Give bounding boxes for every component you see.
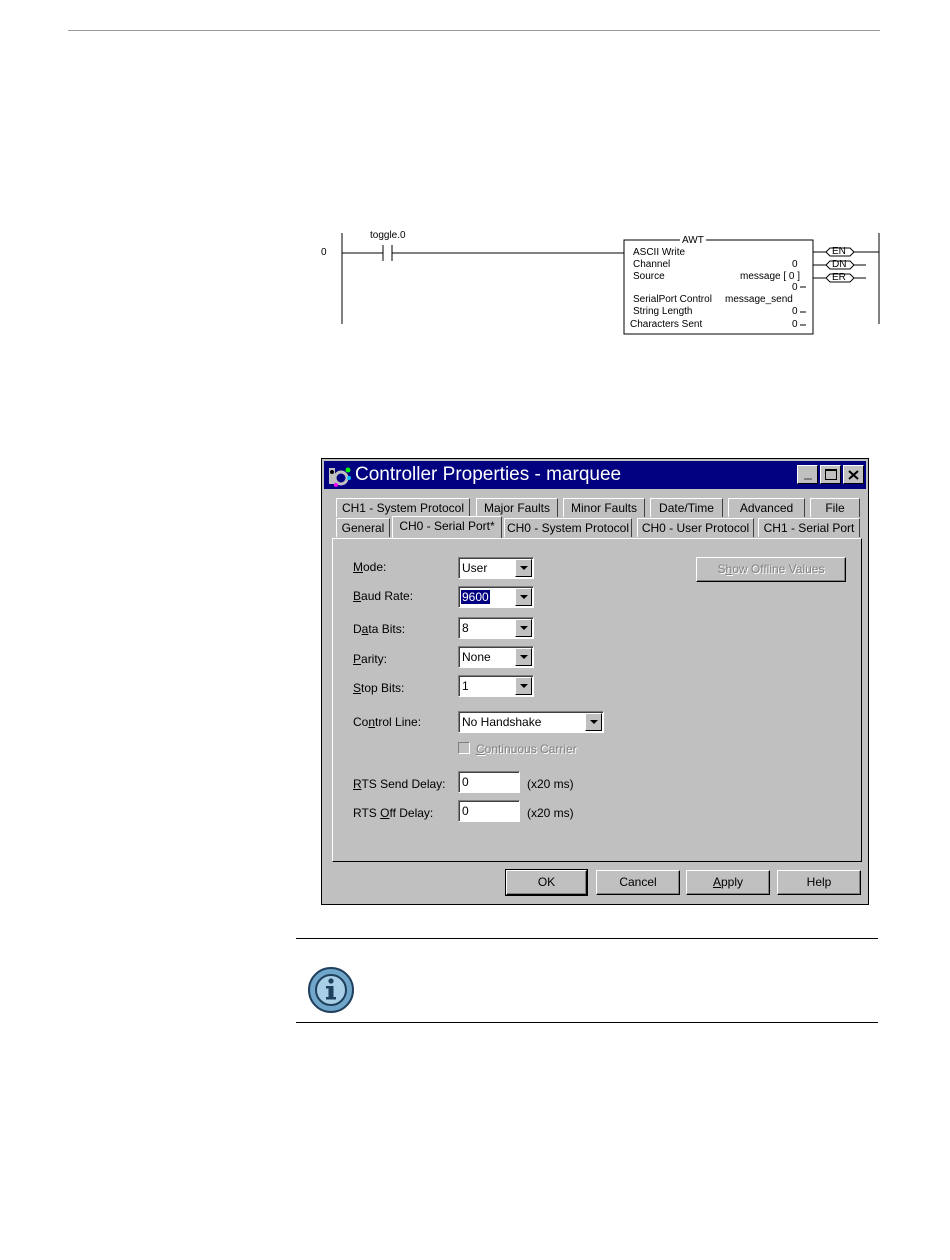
tab-ch1-system-protocol[interactable]: CH1 - System Protocol (336, 498, 470, 517)
param-value-source-element: 0 (792, 282, 798, 293)
param-value-string-length: 0 (792, 306, 798, 317)
control-line-select[interactable] (458, 711, 604, 733)
data-bits-dropdown-button[interactable] (515, 619, 532, 637)
baud-rate-select[interactable] (458, 586, 534, 608)
instruction-name: AWT (682, 235, 704, 246)
tab-ch0-user-protocol[interactable]: CH0 - User Protocol (637, 518, 754, 537)
continuous-carrier-label: Continuous Carrier (476, 742, 577, 756)
note-bottom-rule (296, 1022, 878, 1023)
serial-port-panel (332, 538, 862, 862)
controller-properties-dialog (321, 458, 869, 905)
show-offline-values-button[interactable]: Show Offline Values (696, 557, 846, 582)
dialog-title: Controller Properties - marquee (355, 464, 622, 485)
minimize-icon (804, 478, 812, 480)
data-bits-value: 8 (462, 621, 469, 635)
param-label-serialport-control: SerialPort Control (633, 294, 712, 305)
dialog-title-bar[interactable] (324, 461, 866, 489)
cancel-button[interactable]: Cancel (596, 870, 680, 895)
param-label-source: Source (633, 271, 665, 282)
help-button[interactable]: Help (777, 870, 861, 895)
parity-value: None (462, 650, 491, 664)
baud-rate-value: 9600 (462, 590, 489, 604)
minimize-button[interactable] (797, 465, 818, 484)
maximize-icon (825, 469, 837, 480)
rts-send-delay-unit: (x20 ms) (527, 777, 574, 791)
baud-rate-dropdown-button[interactable] (515, 588, 532, 606)
control-line-dropdown-button[interactable] (585, 713, 602, 731)
control-line-value: No Handshake (462, 715, 542, 729)
output-en: EN (832, 246, 846, 257)
note-top-rule (296, 938, 878, 939)
info-icon (307, 966, 355, 1014)
rts-off-delay-label: RTS Off Delay: (353, 806, 434, 820)
tab-advanced[interactable]: Advanced (728, 498, 805, 517)
parity-dropdown-button[interactable] (515, 648, 532, 666)
tab-general[interactable]: General (336, 518, 390, 537)
tab-major-faults[interactable]: Major Faults (476, 498, 558, 517)
param-value-characters-sent: 0 (792, 319, 798, 330)
contact-tag: toggle.0 (370, 230, 406, 241)
mode-label: Mode: (353, 560, 387, 574)
continuous-carrier-checkbox[interactable] (458, 742, 470, 754)
tab-date-time[interactable]: Date/Time (650, 498, 723, 517)
maximize-button[interactable] (820, 465, 841, 484)
tab-file[interactable]: File (810, 498, 860, 517)
chevron-down-icon (520, 684, 528, 688)
rts-off-delay-unit: (x20 ms) (527, 806, 574, 820)
close-button[interactable] (843, 465, 864, 484)
param-value-channel: 0 (792, 259, 798, 270)
output-dn: DN (832, 259, 847, 270)
chevron-down-icon (590, 720, 598, 724)
param-value-serialport-control: message_send (725, 294, 793, 305)
ladder-rung (0, 0, 950, 340)
stop-bits-label: Stop Bits: (353, 681, 405, 695)
rts-send-delay-input[interactable]: 0 (458, 771, 520, 793)
param-label-string-length: String Length (633, 306, 693, 317)
mode-value: User (462, 561, 488, 575)
mode-select[interactable] (458, 557, 534, 579)
stop-bits-select[interactable] (458, 675, 534, 697)
param-label-channel: Channel (633, 259, 671, 270)
rung-number: 0 (321, 247, 327, 258)
chevron-down-icon (520, 655, 528, 659)
chevron-down-icon (520, 595, 528, 599)
tab-ch0-system-protocol[interactable]: CH0 - System Protocol (504, 518, 632, 537)
instruction-title: ASCII Write (633, 247, 686, 258)
chevron-down-icon (520, 566, 528, 570)
mode-dropdown-button[interactable] (515, 559, 532, 577)
rts-send-delay-label: RTS Send Delay: (353, 777, 446, 791)
ok-button[interactable]: OK (506, 870, 587, 895)
ladder-rung-lines (0, 0, 950, 340)
parity-label: Parity: (353, 652, 388, 666)
stop-bits-value: 1 (462, 679, 469, 693)
rslogix-app-icon (328, 465, 352, 487)
rts-off-delay-input[interactable]: 0 (458, 800, 520, 822)
data-bits-label: Data Bits: (353, 622, 406, 636)
close-icon (848, 470, 859, 480)
apply-button[interactable]: Apply (686, 870, 770, 895)
parity-select[interactable] (458, 646, 534, 668)
baud-rate-label: Baud Rate: (353, 589, 414, 603)
data-bits-select[interactable] (458, 617, 534, 639)
chevron-down-icon (520, 626, 528, 630)
control-line-label: Control Line: (353, 715, 422, 729)
tab-ch0-serial-port[interactable]: CH0 - Serial Port* (392, 516, 502, 538)
output-er: ER (832, 272, 846, 283)
tab-ch1-serial-port[interactable]: CH1 - Serial Port (758, 518, 860, 537)
stop-bits-dropdown-button[interactable] (515, 677, 532, 695)
param-value-source: message [ 0 ] (740, 271, 801, 282)
tab-minor-faults[interactable]: Minor Faults (563, 498, 645, 517)
param-label-characters-sent: Characters Sent (630, 319, 703, 330)
